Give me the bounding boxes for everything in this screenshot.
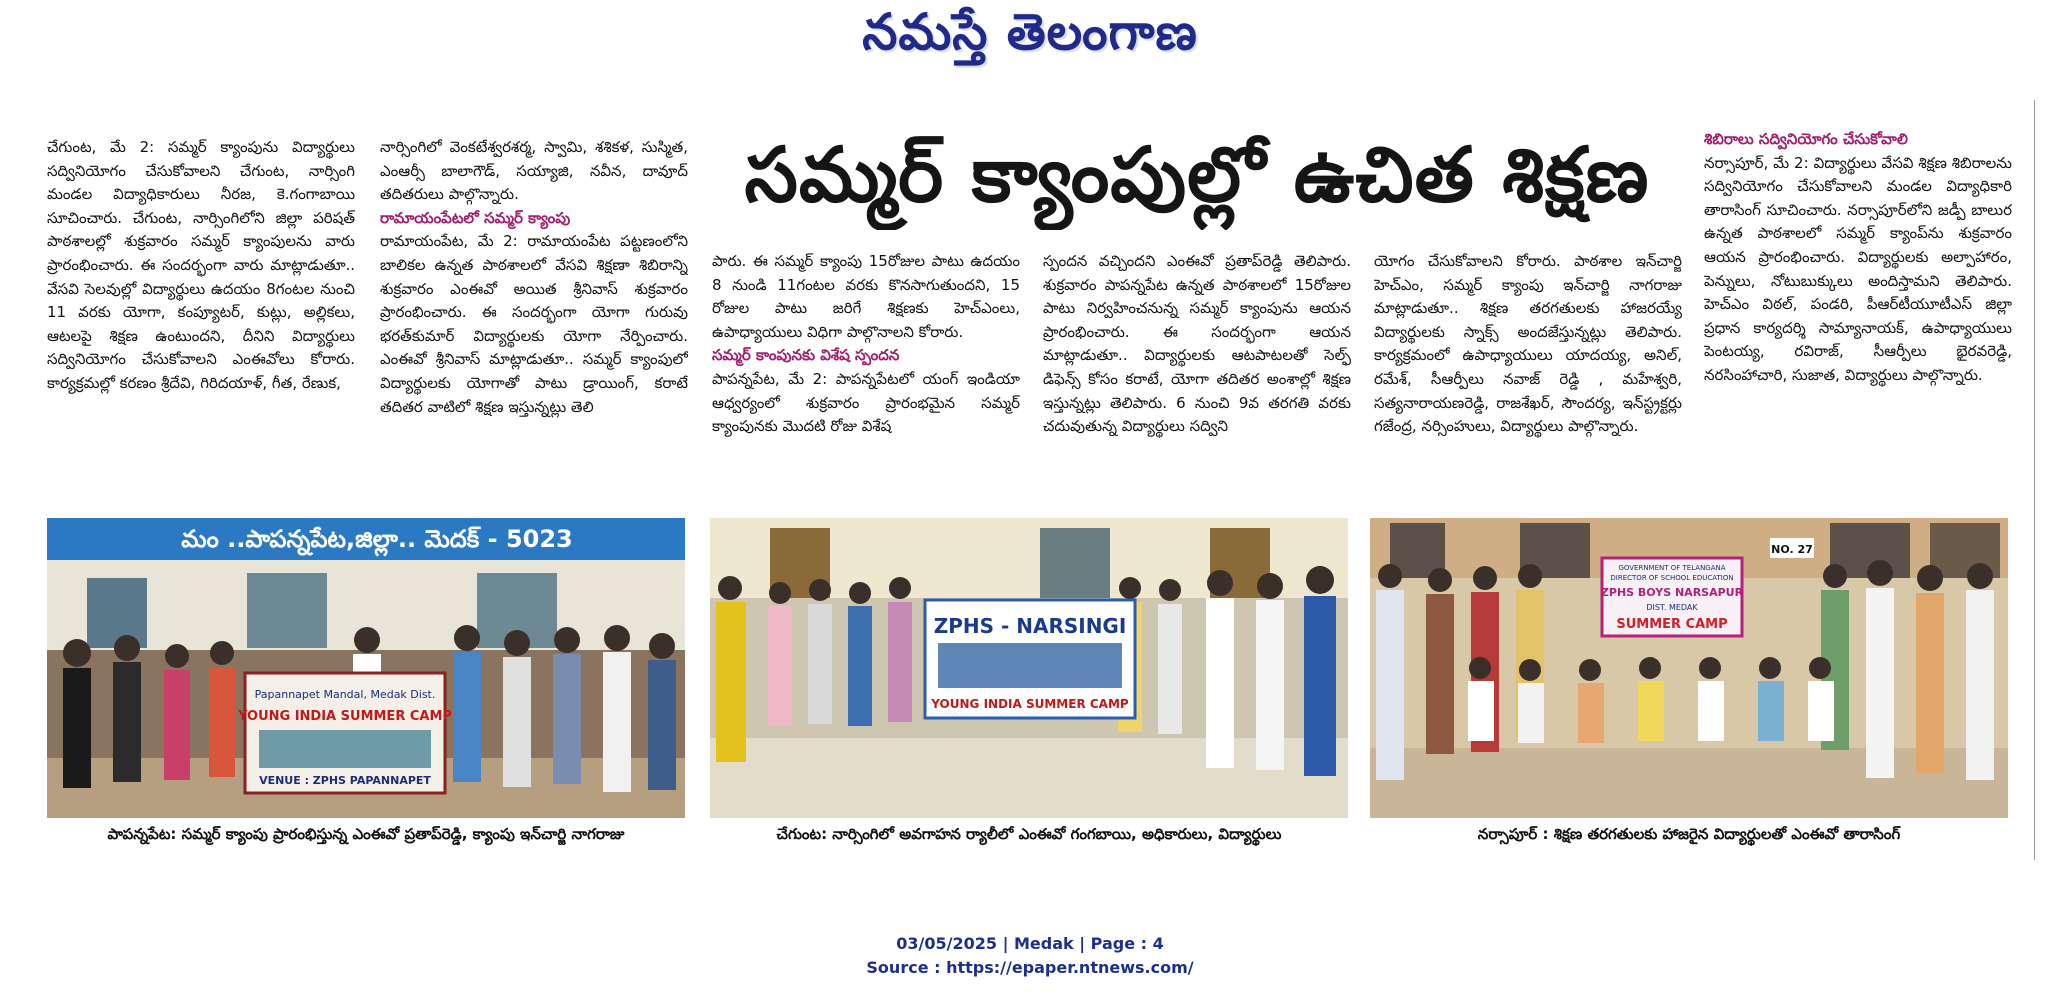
banner-line: VENUE : ZPHS PAPANNAPET [259, 774, 431, 787]
article-column-6 [1704, 128, 2012, 496]
photo-narsapur-image [1370, 518, 2008, 818]
photo-caption: చేగుంట: నార్సింగిలో అవగాహన ర్యాలీలో ఎంఈవో గంగబాయి, అధికారులు, విద్యార్థులు [776, 825, 1282, 843]
newspaper-masthead: నమస్తే తెలంగాణ [862, 2, 1198, 61]
article-text: యోగం చేసుకోవాలని కోరారు. పాఠశాల ఇన్‌చార్జి హెచ్‌ఎం, సమ్మర్ క్యాంపు ఇన్‌చార్జి నాగరాజు మాట్లాడుతూ.. శిక్షణ తరగతులకు హాజరయ్యే విద్యార్థులకు స్నాక్స్ అందజేస్తున్నట్లు తెలిపారు. కార్యక్రమంలో ఉపాధ్యాయులు యాదయ్య, అనిల్, రమేశ్, సీఆర్పీలు నవాజ్ రెడ్డి , మహేశ్వరి, సత్యనారాయణరెడ్డి, రాజశేఖర్, సౌందర్య, ఇన్‌స్ట్రక్టర్లు గజేంద్ర, నర్సింహులు, విద్యార్థులు పాల్గొన్నారు. [1374, 252, 1682, 436]
banner-line: DIRECTOR OF SCHOOL EDUCATION [1610, 574, 1734, 582]
banner-line: Papannapet Mandal, Medak Dist. [254, 688, 436, 701]
banner-line: ZPHS - NARSINGI [933, 614, 1127, 638]
photo-narsingi-image [710, 518, 1348, 818]
banner-line: YOUNG INDIA SUMMER CAMP [238, 709, 452, 724]
banner-line: ZPHS BOYS NARSAPUR [1600, 586, 1744, 599]
banner-line: YOUNG INDIA SUMMER CAMP [931, 697, 1129, 711]
article-column-1 [47, 136, 355, 496]
wall-sign-text: మం ..పాపన్నపేట,జిల్లా.. మెదక్ - 5023 [181, 525, 573, 553]
photo-papannapet-image [47, 518, 685, 818]
edition-info: 03/05/2025 | Medak | Page : 4 [896, 934, 1164, 953]
article-text: చేగుంట, మే 2: సమ్మర్ క్యాంపును విద్యార్థులు సద్వినియోగం చేసుకోవాలని చేగుంట, నార్సింగి మండల విద్యాధికారులు నీరజ, కె.గంగాబాయి సూచించారు. చేగుంట, నార్సింగిలోని జిల్లా పరిషత్ పాఠశాలల్లో శుక్రవారం సమ్మర్ క్యాంపులను వారు ప్రారంభించారు. ఈ సందర్భంగా వారు మాట్లాడుతూ.. వేసవి సెలవుల్లో విద్యార్థులు ఉదయం 8గంటల నుంచి 11 వరకు యోగా, కంప్యూటర్, కుట్లు, అల్లికలు, ఆటలపై శిక్షణ ఉంటుందని, దీనిని విద్యార్థులు సద్వినియోగం చేసుకోవాలని ఎంఈవోలు కోరారు. కార్యక్రమల్లో కరణం శ్రీదేవి, గిరిదయాళ్, గీత, రేణుక, [47, 138, 355, 392]
column-rule [2034, 100, 2035, 860]
article-text: నార్సింగిలో వెంకటేశ్వరశర్మ, స్వామి, శశికళ, సుస్మిత, ఎంఆర్సీ బాలాగౌడ్, సయ్యాజి, నవీన, దావూద్ తదితరులు పాల్గొన్నారు. [380, 138, 688, 204]
photo-caption: నర్సాపూర్ : శిక్షణ తరగతులకు హాజరైన విద్యార్థులతో ఎంఈవో తారాసింగ్ [1477, 825, 1901, 843]
source-link[interactable]: Source : https://epaper.ntnews.com/ [866, 958, 1194, 977]
photo-narsingi [710, 518, 1348, 818]
section-subhead: శిబిరాలు సద్వినియోగం చేసుకోవాలి [1704, 130, 1908, 148]
section-subhead: రామాయంపేటలో సమ్మర్ క్యాంపు [380, 208, 571, 227]
banner-line: SUMMER CAMP [1616, 617, 1728, 632]
photo-caption: పాపన్నపేట: సమ్మర్ క్యాంపు ప్రారంభిస్తున్న ఎంఈవో ప్రతాప్‌రెడ్డి, క్యాంపు ఇన్‌చార్జి నాగరాజు [107, 825, 625, 843]
article-column-3 [712, 250, 1020, 496]
photo-papannapet [47, 518, 685, 818]
article-text: రామాయంపేట, మే 2: రామాయంపేట పట్టణంలోని బాలికల ఉన్నత పాఠశాలలో వేసవి శిక్షణా శిబిరాన్ని శుక్రవారం ఎంఈవో అయిత శ్రీనివాస్ శుక్రవారం ప్రారంభించారు. ఈ సందర్భంగా యోగా గురువు భరత్‌కుమార్ విద్యార్థులకు యోగా నేర్పించారు. ఎంఈవో శ్రీనివాస్ మాట్లాడుతూ.. సమ్మర్ క్యాంపులో విద్యార్థులకు యోగాతో పాటు డ్రాయింగ్, కరాటే తదితర వాటిలో శిక్షణ ఇస్తున్నట్లు తెలి [380, 232, 688, 416]
article-column-5 [1374, 250, 1682, 496]
article-headline: సమ్మర్ క్యాంపుల్లో ఉచిత శిక్షణ [744, 130, 1650, 219]
article-text: పాపన్నపేట, మే 2: పాపన్నపేటలో యంగ్ ఇండియా ఆధ్వర్యంలో శుక్రవారం ప్రారంభమైన సమ్మర్ క్యాంపునకు మొదటి రోజు విశేష [712, 369, 1020, 436]
article-text: పారు. ఈ సమ్మర్ క్యాంపు 15రోజుల పాటు ఉదయం 8 నుండి 11గంటల వరకు కొనసాగుతుందని, 15 రోజుల పాటు జరిగే శిక్షణకు హెచ్‌ఎంలు, ఉపాధ్యాయులు విధిగా పాల్గొనాలని కోరారు. [712, 252, 1020, 341]
banner-line: GOVERNMENT OF TELANGANA [1618, 564, 1726, 572]
door-label: NO. 27 [1771, 543, 1813, 556]
section-subhead: సమ్మర్ కాంపునకు విశేష స్పందన [712, 346, 900, 365]
photo-narsapur [1370, 518, 2008, 818]
article-column-4 [1043, 250, 1351, 496]
article-column-2 [380, 136, 688, 496]
banner-line: DIST. MEDAK [1646, 603, 1698, 612]
article-text: నర్సాపూర్, మే 2: విద్యార్థులు వేసవి శిక్షణ శిబిరాలను సద్వినియోగం చేసుకోవాలని మండల విద్యాధికారి తారాసింగ్ సూచించారు. నర్సాపూర్‌లోని జడ్పీ బాలుర ఉన్నత పాఠశాలలో సమ్మర్ క్యాంప్‌ను శుక్రవారం ఆయన ప్రారంభించారు. విద్యార్థులకు అల్పాహారం, పెన్నులు, నోటుబుక్కులు అందిస్తామని తెలిపారు. హెచ్‌ఎం విఠల్, పండరి, పీఆర్‌టీయూటీఎస్ జిల్లా ప్రధాన కార్యదర్శి సామ్యానాయక్, ఉపాధ్యాయులు పెంటయ్య, రవిరాజ్, సీఆర్పీలు భైరవరెడ్డి, నరసింహాచారి, సుజాత, విద్యార్థులు పాల్గొన్నారు. [1704, 153, 2012, 384]
article-text: స్పందన వచ్చిందని ఎంఈవో ప్రతాప్‌రెడ్డి తెలిపారు. శుక్రవారం పాపన్నపేట ఉన్నత పాఠశాలలో 15రోజుల పాటు నిర్వహించనున్న సమ్మర్ క్యాంపును ఆయన ప్రారంభించారు. ఈ సందర్భంగా ఆయన మాట్లాడుతూ.. విద్యార్థులకు ఆటపాటలతో సెల్ఫ్ డిఫెన్స్ కోసం కరాటే, యోగా తదితర అంశాల్లో శిక్షణ ఇస్తున్నట్లు తెలిపారు. 6 నుంచి 9వ తరగతి వరకు చదువుతున్న విద్యార్థులు సద్విని [1043, 252, 1351, 436]
